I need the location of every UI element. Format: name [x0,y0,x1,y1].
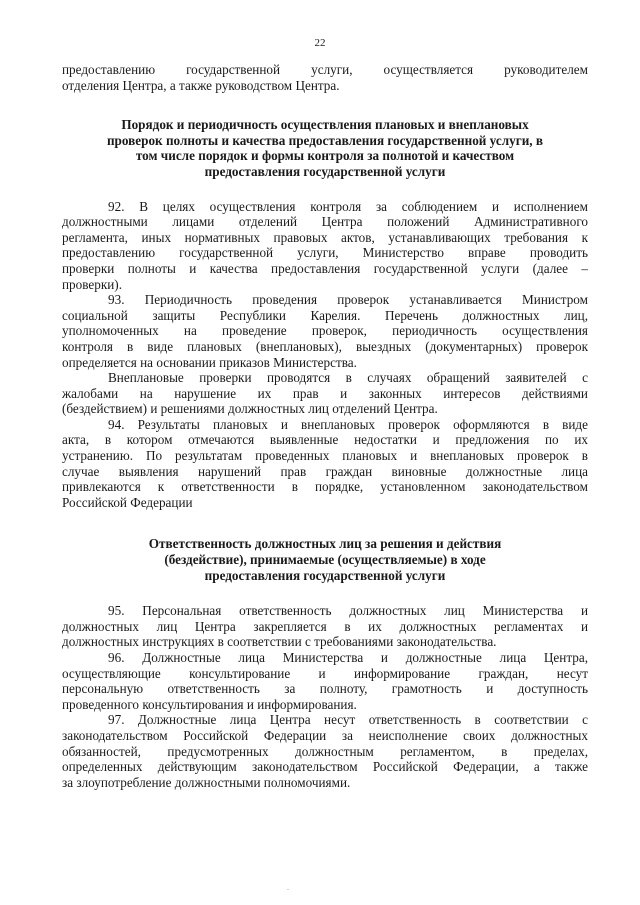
text-line: 96. Должностные лица Министерства и должностные лица Центра, [108,650,588,665]
paragraph [62,292,588,370]
text-line: персональную ответственность за полноту, грамотность и доступность [62,681,588,697]
text-line: 95. Персональная ответственность должностных лиц Министерства и [108,603,588,619]
text-line: отделения Центра, а также руководством Центра. [62,77,340,93]
text-line: Внеплановые проверки проводятся в случаях обращений заявителей с [108,370,588,386]
heading-line: предоставления государственной услуги [204,567,446,583]
heading-line: Ответственность должностных лиц за решения и действия [148,536,502,552]
heading-line: предоставления государственной услуги [204,163,446,179]
heading-line: (бездействие), принимаемые (осуществляемые) в ходе [164,552,486,568]
section-heading-responsibility [62,536,588,583]
heading-line: проверок полноты и качества предоставления государственной услуги, в [106,132,544,148]
heading-line: Порядок и периодичность осуществления плановых и внеплановых [121,117,529,133]
section-control-body [62,199,588,511]
page-number: 22 [314,37,326,49]
text-line: предоставлению государственной услуги, Министерство вправе проводить [62,245,588,261]
text-line: определенных действующим законодательством Российской Федерации, а также [62,759,588,775]
section-heading-control [62,117,588,179]
text-line: жалобами на нарушение их прав и законных интересов действиями [62,385,588,401]
paragraph [62,650,588,712]
text-line: предоставлению государственной услуги, осуществляется руководителем [62,62,588,77]
text-line: контроля в виде плановых (внеплановых), выездных (документарных) проверок [62,338,588,354]
text-line: социальной защиты Республики Карелия. Перечень должностных лиц, [62,307,588,323]
text-line: проведенного консультирования и информирования. [62,696,357,712]
page-content [62,62,588,790]
text-line: (бездействием) и решениями должностных лиц отделений Центра. [62,401,438,417]
text-line: уполномоченных на проведение проверок, периодичность осуществления [62,323,588,339]
text-line: определяется на основании приказов Министерства. [62,354,357,370]
intro-paragraph [62,62,588,93]
section-responsibility-body [62,603,588,790]
text-line: обязанностей, предусмотренных должностным регламентом, в пределах, [62,743,588,759]
text-line: 97. Должностные лица Центра несут ответственность в соответствии с [108,712,588,728]
text-line: осуществляющие консультирование и информирование граждан, несут [62,665,588,681]
text-line: должностных лиц Центра закрепляется в их должностных регламентах и [62,618,588,634]
text-line: привлекаются к ответственности в порядке, установленном законодательством [62,479,588,495]
text-line: акта, в котором отмечаются выявленные недостатки и предложения по их [62,432,588,448]
text-line: 94. Результаты плановых и внеплановых проверок оформляются в виде [108,416,588,432]
text-line: проверки полноты и качества предоставления государственной услуги (далее – [62,260,588,276]
paragraph [62,712,588,790]
heading-line: том числе порядок и формы контроля за полнотой и качеством [135,148,515,164]
paragraph [62,417,588,511]
text-line: за злоупотребление должностными полномочиями. [62,774,351,790]
text-line: случае выявления нарушений прав граждан виновные должностные лица [62,463,588,479]
text-line: регламента, иных нормативных правовых актов, устанавливающих требования к [62,229,588,245]
text-line: 92. В целях осуществления контроля за соблюдением и исполнением [108,198,588,214]
text-line: проверки). [62,276,122,292]
text-line: Российской Федерации [62,494,193,510]
scan-dot: . [287,883,289,892]
text-line: законодательством Российской Федерации за неисполнение своих должностных [62,727,588,743]
text-line: должностных инструкциях в соответствии с требованиями законодательства. [62,634,497,650]
text-line: должностными лицами отделений Центра положений Административного [62,214,588,230]
paragraph [62,603,588,650]
text-line: 93. Периодичность проведения проверок устанавливается Министром [108,292,588,308]
text-line: устранению. По результатам проведенных плановых и внеплановых проверок в [62,448,588,464]
paragraph [62,199,588,293]
paragraph [62,370,588,417]
